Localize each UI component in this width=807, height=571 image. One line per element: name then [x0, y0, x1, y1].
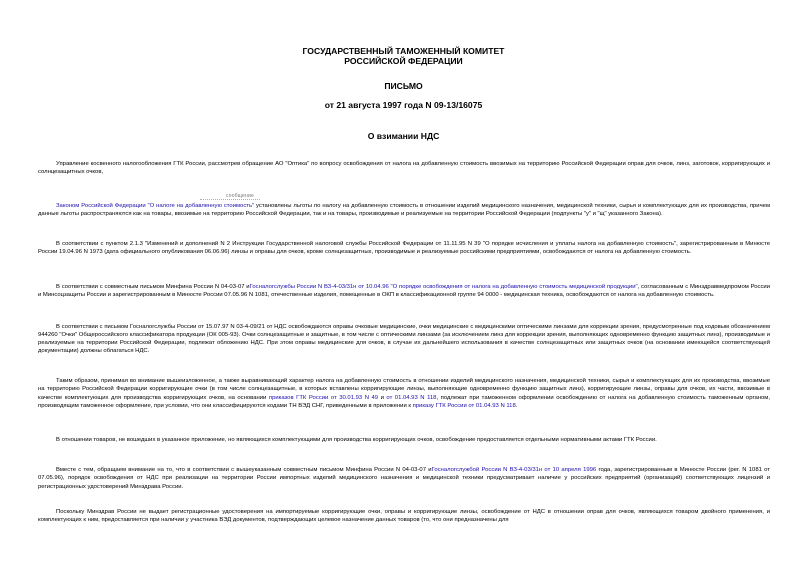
paragraph-3: В соответствии с пунктом 2.1.3 "Изменений и дополнений N 2 Инструкции Государственной налоговой службы Российской Федерации от 11.11.95 N 39 "О порядке исчисления и уплаты налога на добавленную стоимость", зарегистрированным в Минюсте России 19.04.96 N 1973 (дата официального опубликования 06.06.96) линзы и оправы для очков, кроме солнцезащитных, производимые и реализуемые российскими предприятиями, освобождаются от налога на добавленную стоимость. — [38, 241, 770, 256]
paragraph-5: В соответствии с письмом Госналогслужбы России от 15.07.97 N 03-4-09/21 от НДС освобождаются оправы очковые медицинские, очки медицинские с медицинскими оптическими линзами для коррекции зрения, предусмотренные под кодовым обозначением 944260 "Очки" Общероссийского классификатора продукции (ОК 005-93). Очки солнцезащитные и защитные, в том числе с оптическими линзами (за исключением линз для коррекции зрения, выполняющих одновременно функцию защитных линз), производимые и реализуемые на территории Российской Федерации, подлежат обложению НДС. При этом оправы медицинские для очков, в случае их дальнейшего использования в качестве солнцезащитных или защитных очков (на основании имеющейся соответствующей документации) должны облагаться НДС. — [38, 324, 770, 355]
document-date-number: от 21 августа 1997 года N 09-13/16075 — [324, 100, 483, 110]
paragraph-6-text-b: и — [378, 394, 387, 401]
gns-letter-link[interactable]: Госналогслужбы России N ВЗ-4-03/31н от 10.04.96 "О порядке освобождения от налога на добавленную стоимость медицинской продукции" — [249, 284, 638, 290]
paragraph-1: Управление косвенного налогообложения ГТК России, рассмотрев обращение АО "Оптика" по вопросу освобождения от налога на добавленную стоимость ввозимых на территорию Российской Федерации оправ для очков, линз, заготовок, корригирующих и солнцезащитных очков, — [38, 161, 770, 176]
gtk-order-49-link[interactable]: приказов ГТК России от 30.01.93 N 49 — [268, 394, 379, 401]
document-type: ПИСЬМО — [384, 81, 423, 91]
paragraph-4-text-a: В соответствии с совместным письмом Минфина России N 04-03-07 и — [56, 284, 250, 290]
law-vat-link[interactable]: Законом Российской Федерации "О налоге на добавленную стоимость" — [56, 203, 255, 209]
issuer-heading — [0, 46, 807, 66]
issuer-line-1: ГОСУДАРСТВЕННЫЙ ТАМОЖЕННЫЙ КОМИТЕТ — [302, 46, 505, 56]
paragraph-9: Поскольку Минздрав России не выдает регистрационные удостоверения на импортируемые корригирующие очки, оправы и корригирующие линзы, освобождение от НДС в отношении оправ для очков, являющихся товаром двойного применения, и комплектующих к ним, предоставляется при наличии у участника ВЭД документов, подтверждающих целевое назначение данных товаров (то, что они предназначены для — [38, 509, 770, 524]
gtk-order-118-annex-link[interactable]: приказу ГТК России от 01.04.93 N 118 — [412, 403, 516, 410]
editor-note: сообщение — [226, 193, 254, 199]
paragraph-2-text: установлены льготы по налогу на добавленную стоимость в отношении изделий медицинского назначения, медицинской техники, сырья и комплектующих для их производства, причем данные льготы распространяются как на товары, ввозимые на территорию Российской Федерации, так и на товары, производимые и реализуемые на территории Российской Федерации (подпункты "у" и "щ" указанного Закона). — [38, 203, 770, 218]
paragraph-6-text-a: Таким образом, принимая во внимание вышеизложенное, а также выравнивающий характер налога на добавленную стоимость в отношении изделий медицинского назначения, медицинской техники, сырья и комплектующих для их производства, ввозимые на территорию Российской Федерации корригирующие очки (в том числе солнцезащитные, в которых вставлены корригирующие линзы, выполняющие одновременно функцию защитных линз), корригирующие линзы, оправы для очков, их части, ввозимые в качестве комплектующих для производства корригирующих очков, на основании — [38, 378, 770, 401]
paragraph-6-text-d: . — [515, 403, 518, 410]
gtk-order-118-link[interactable]: от 01.04.93 N 118 — [386, 394, 437, 401]
paragraph-8 — [38, 466, 770, 491]
paragraph-8-text-a: Вместе с тем, обращаем внимание на то, что в соответствии с вышеуказанным совместным письмом Минфина России N 04-03-07 и — [56, 467, 432, 473]
issuer-line-2: РОССИЙСКОЙ ФЕДЕРАЦИИ — [344, 56, 463, 66]
paragraph-7: В отношении товаров, не вошедших в указанное приложение, но являющихся комплектующими для производства корригирующих очков, освобождение предоставляется отдельными нормативными актами ГТК России. — [56, 437, 657, 443]
document-subject: О взимании НДС — [367, 131, 440, 141]
paragraph-6 — [38, 377, 770, 411]
paragraph-6-text-c: , подлежат при таможенном оформлении освобождению от налога на добавленную стоимость таможенным органом, производящим таможенное оформление, при условии, что они классифицируются кодами ТН ВЭД СНГ, приведенными в приложении к — [38, 394, 770, 410]
gns-letter-1996-link[interactable]: Госналогслужбой России N ВЗ-4-03/31н от 10 апреля 1996 — [431, 467, 597, 473]
paragraph-2 — [38, 202, 770, 218]
paragraph-4 — [38, 283, 770, 299]
paragraph-8-text-b: года, зарегистрированным в Минюсте России (рег. N 1081 от 07.05.96), порядок освобождения от НДС при реализации на территории России импортных изделий медицинского назначения и медицинской техники предусматривает наличие у российских предприятий (организаций) соответствующих лицензий и регистрационных удостоверений Минздрава России. — [38, 467, 770, 490]
paragraph-4-text-b: , согласованным с Минздравмедпромом России и Минсоцзащиты России и зарегистрированным в Минюсте России 07.05.96 N 1081, отечественные изделия, помещенные в ОКП в классификационной группе 94 0000 - медицинская техника, освобождаются от налога на добавленную стоимость. — [38, 284, 771, 299]
editor-note-divider — [200, 199, 260, 200]
